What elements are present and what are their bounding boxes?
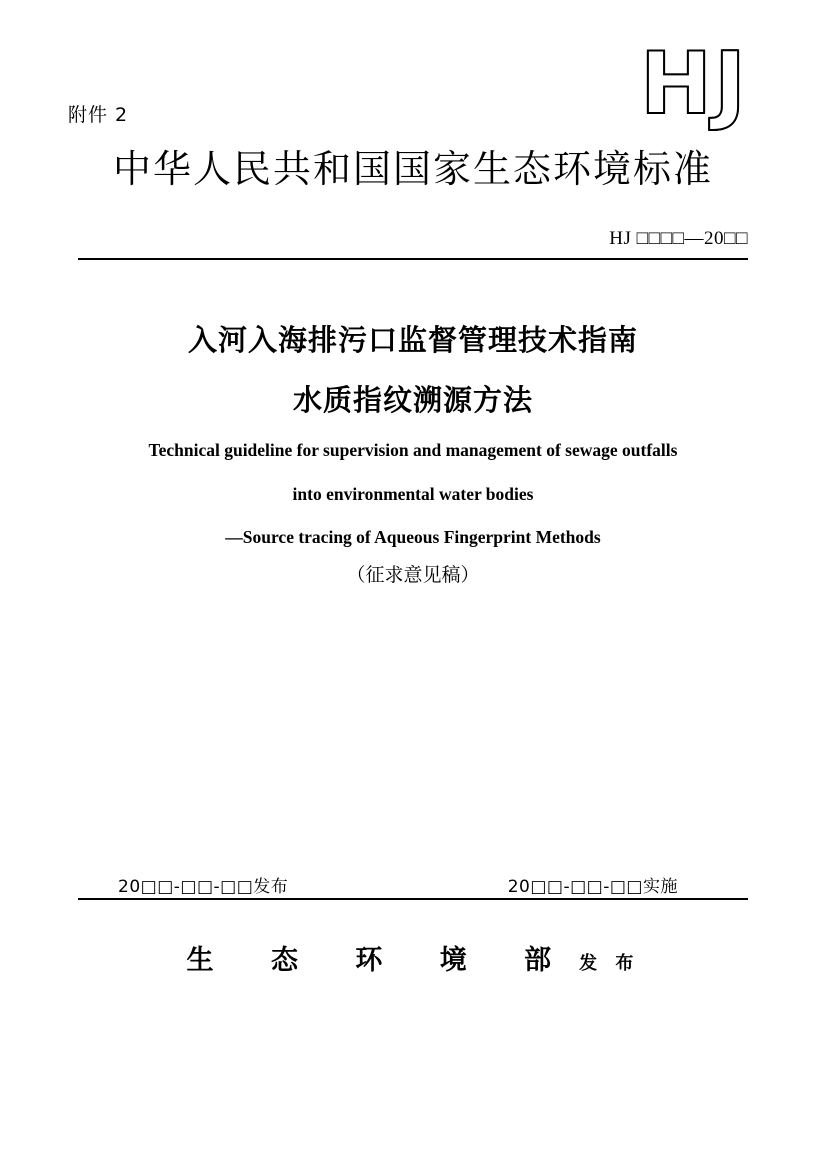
standard-number: HJ □□□□—20□□ xyxy=(609,228,748,249)
document-title-cn-line1: 入河入海排污口监督管理技术指南 xyxy=(187,323,638,357)
document-title-en-line2: into environmental water bodies xyxy=(292,484,534,504)
document-title-en-line1: Technical guideline for supervision and management of sewage outfalls xyxy=(148,440,678,460)
attachment-label: 附件 2 xyxy=(68,104,129,126)
issuer-verb: 发 布 xyxy=(579,953,640,974)
issuer-row xyxy=(0,938,826,977)
issuer-name: 生 态 环 境 部 xyxy=(186,945,576,976)
document-title-cn-line2: 水质指纹溯源方法 xyxy=(292,383,533,417)
issue-date: 20□□-□□-□□发布 xyxy=(118,877,289,897)
effective-date: 20□□-□□-□□实施 xyxy=(507,877,678,897)
hj-logo-mark: HJ xyxy=(640,34,748,134)
header-divider xyxy=(78,258,748,260)
footer-divider xyxy=(78,898,748,900)
national-standard-heading: 中华人民共和国国家生态环境标准 xyxy=(112,147,713,191)
document-subtitle-draft-status: （征求意见稿） xyxy=(346,564,480,586)
document-title-en-line3: —Source tracing of Aqueous Fingerprint Methods xyxy=(225,527,601,547)
